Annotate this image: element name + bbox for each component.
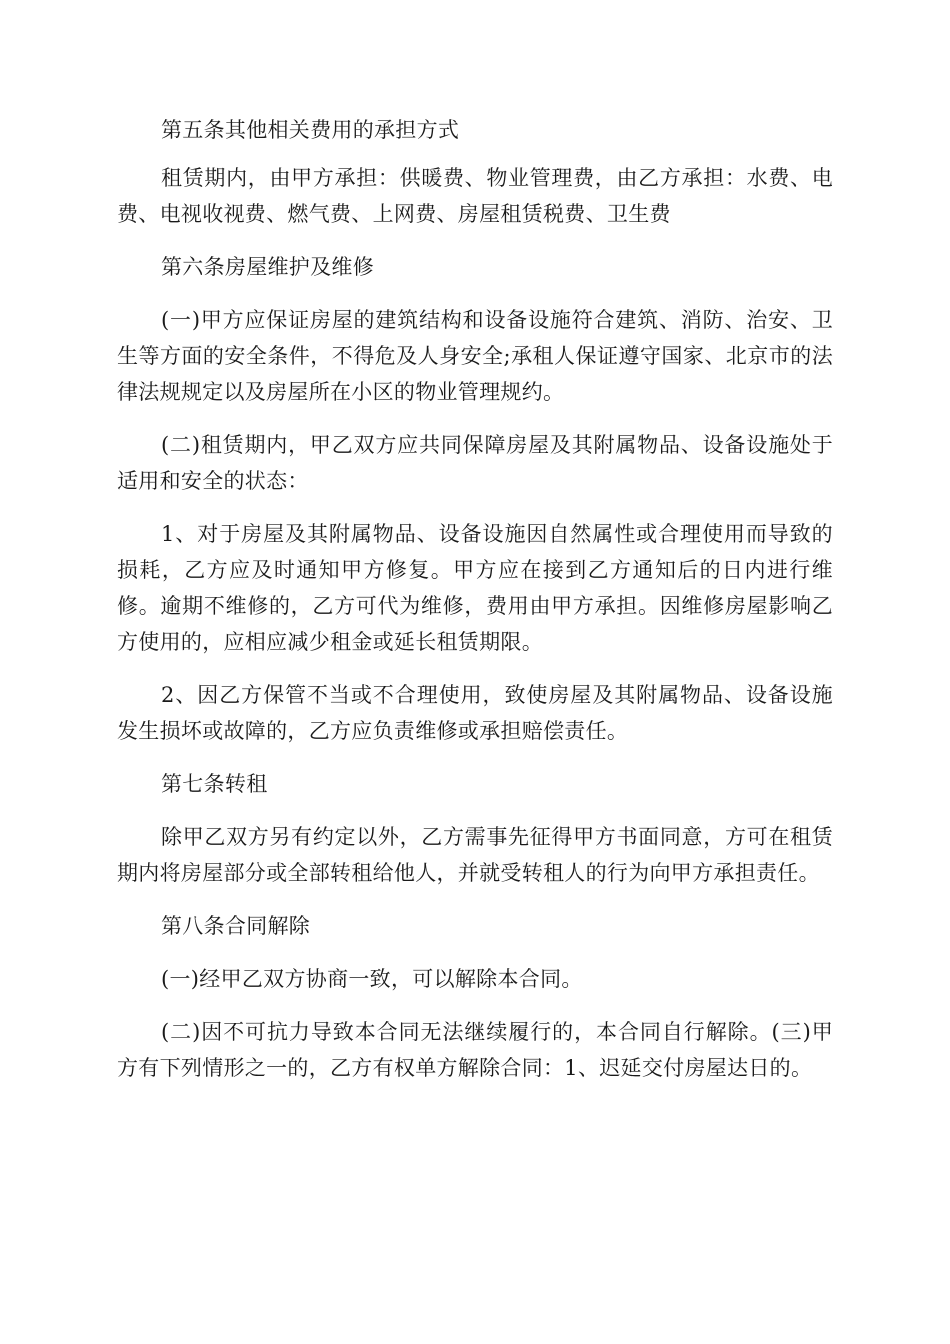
article-6-item-2: 2、因乙方保管不当或不合理使用，致使房屋及其附属物品、设备设施发生损坏或故障的，乙方应负责维修或承担赔偿责任。 (117, 683, 833, 743)
article-5-heading: 第五条其他相关费用的承担方式 (161, 118, 460, 142)
article-6-heading: 第六条房屋维护及维修 (161, 255, 374, 279)
article-5-text: 租赁期内，由甲方承担：供暖费、物业管理费，由乙方承担：水费、电费、电视收视费、燃气费、上网费、房屋租赁税费、卫生费 (117, 166, 833, 226)
article-7-text: 除甲乙双方另有约定以外，乙方需事先征得甲方书面同意，方可在租赁期内将房屋部分或全部转租给他人，并就受转租人的行为向甲方承担责任。 (117, 825, 833, 885)
article-6-clause-2: (二)租赁期内，甲乙双方应共同保障房屋及其附属物品、设备设施处于适用和安全的状态： (117, 433, 833, 493)
article-8-clause-1: (一)经甲乙双方协商一致，可以解除本合同。 (161, 967, 583, 991)
article-8-clause-2: (二)因不可抗力导致本合同无法继续履行的，本合同自行解除。(三)甲方有下列情形之一的，乙方有权单方解除合同：1、迟延交付房屋达日的。 (117, 1020, 833, 1080)
article-6-item-1: 1、对于房屋及其附属物品、设备设施因自然属性或合理使用而导致的损耗，乙方应及时通知甲方修复。甲方应在接到乙方通知后的日内进行维修。逾期不维修的，乙方可代为维修，费用由甲方承担。因维修房屋影响乙方使用的，应相应减少租金或延长租赁期限。 (117, 522, 833, 654)
article-7-heading: 第七条转租 (161, 772, 268, 796)
article-6-clause-1: (一)甲方应保证房屋的建筑结构和设备设施符合建筑、消防、治安、卫生等方面的安全条件，不得危及人身安全;承租人保证遵守国家、北京市的法律法规规定以及房屋所在小区的物业管理规约。 (117, 308, 833, 404)
document-body (117, 112, 833, 1086)
article-8-heading: 第八条合同解除 (161, 914, 311, 938)
